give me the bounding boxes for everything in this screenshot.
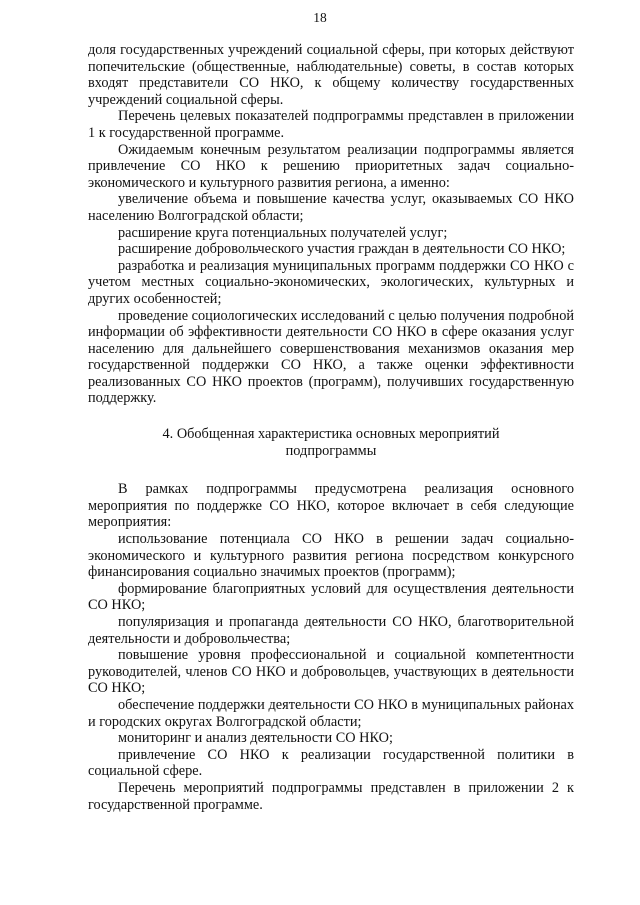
paragraph: обеспечение поддержки деятельности СО НКО в муниципальных районах и городских округах Волгоградской области;	[88, 696, 574, 730]
paragraph: использование потенциала СО НКО в решении задач социально-экономического и культурного развития региона посредством конкурсного финансирования социально значимых проектов (программ);	[88, 531, 574, 581]
page-content	[88, 42, 574, 813]
paragraph: Перечень мероприятий подпрограммы представлен в приложении 2 к государственной программе.	[88, 779, 574, 813]
paragraph: Перечень целевых показателей подпрограммы представлен в приложении 1 к государственной программе.	[88, 108, 574, 141]
page-number: 18	[313, 10, 327, 25]
paragraph: расширение круга потенциальных получателей услуг;	[118, 224, 448, 241]
paragraph: разработка и реализация муниципальных программ поддержки СО НКО с учетом местных социально-экономических, экологических, культурных и других особенностей;	[88, 257, 574, 307]
paragraph: популяризация и пропаганда деятельности СО НКО, благотворительной деятельности и добровольчества;	[88, 614, 574, 647]
paragraph: увеличение объема и повышение качества услуг, оказываемых СО НКО населению Волгоградской области;	[88, 191, 574, 224]
section-heading-line: подпрограммы	[285, 442, 377, 459]
section-heading-line: 4. Обобщенная характеристика основных мероприятий	[162, 426, 500, 443]
paragraph: повышение уровня профессиональной и социальной компетентности руководителей, членов СО НКО и добровольцев, участвующих в деятельности СО НКО;	[88, 647, 574, 697]
paragraph: доля государственных учреждений социальной сферы, при которых действуют попечительские (общественные, наблюдательные) советы, в состав которых входят представители СО НКО, к общему количеству государственных учреждений социальной сферы.	[88, 42, 574, 108]
section-heading	[88, 426, 574, 459]
paragraph: В рамках подпрограммы предусмотрена реализация основного мероприятия по поддержке СО НКО, которое включает в себя следующие мероприятия:	[88, 481, 574, 531]
paragraph: Ожидаемым конечным результатом реализации подпрограммы является привлечение СО НКО к решению приоритетных задач социально-экономического и культурного развития региона, а именно:	[88, 141, 574, 191]
paragraph: формирование благоприятных условий для осуществления деятельности СО НКО;	[88, 580, 574, 614]
paragraph: проведение социологических исследований с целью получения подробной информации об эффективности деятельности СО НКО в сфере оказания услуг населению для дальнейшего совершенствования механизмов оказания мер государственной поддержки СО НКО, а также оценки эффективности реализованных СО НКО проектов (программ), получивших государственную поддержку.	[88, 307, 574, 407]
paragraph: расширение добровольческого участия граждан в деятельности СО НКО;	[118, 241, 566, 258]
paragraph: мониторинг и анализ деятельности СО НКО;	[118, 730, 393, 747]
paragraph: привлечение СО НКО к реализации государственной политики в социальной сфере.	[88, 746, 574, 780]
